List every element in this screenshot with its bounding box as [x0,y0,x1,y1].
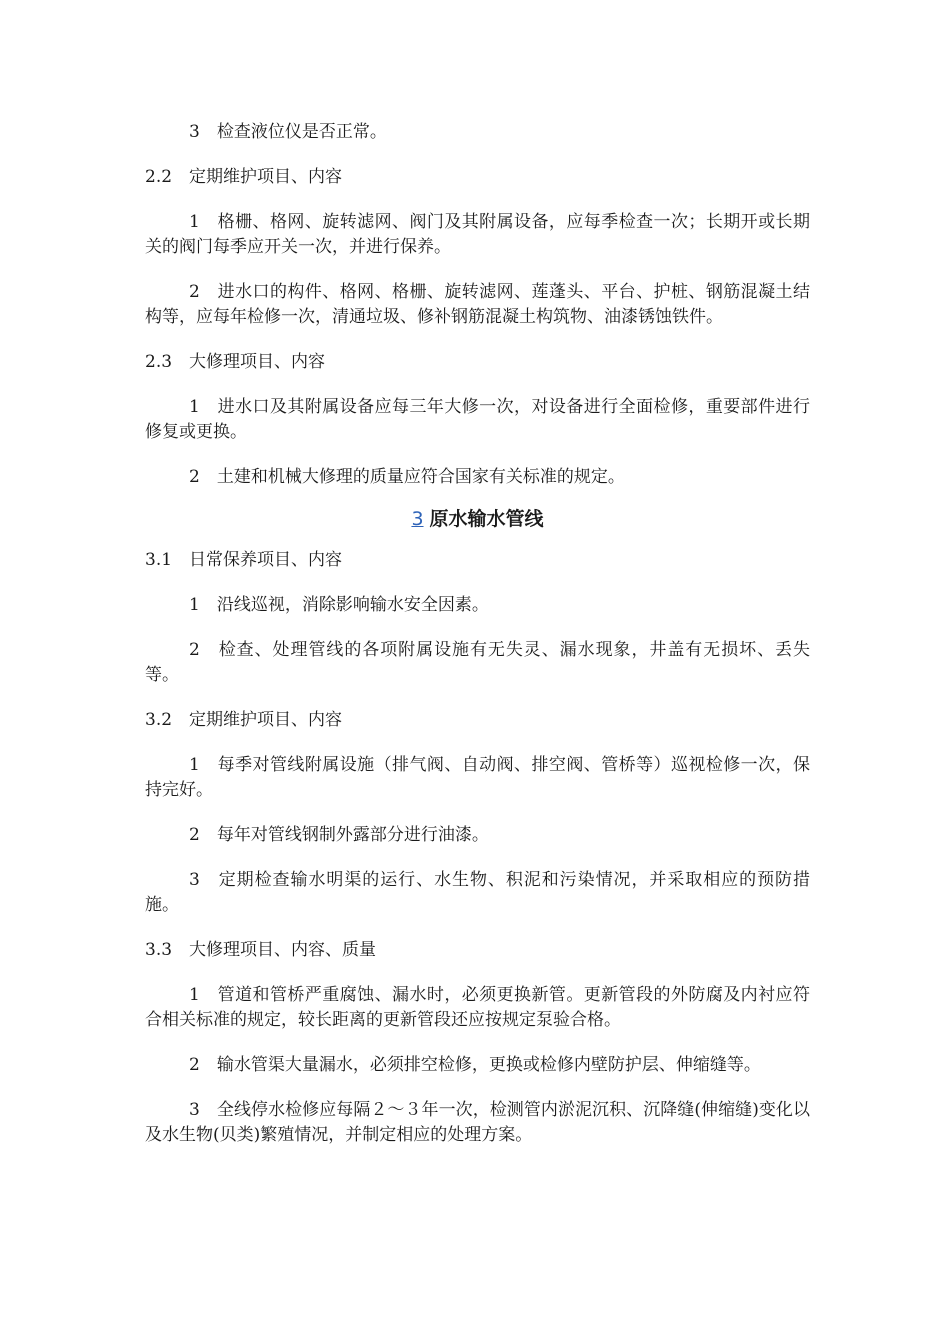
section-heading: 2.2 定期维护项目、内容 [145,167,343,187]
list-item: 2 进水口的构件、格网、格栅、旋转滤网、莲蓬头、平台、护桩、钢筋混凝土结构等，应每年检修一次，清通垃圾、修补钢筋混凝土构筑物、油漆锈蚀铁件。 [145,282,810,327]
list-item: 2 输水管渠大量漏水，必须排空检修，更换或检修内壁防护层、伸缩缝等。 [189,1055,761,1075]
list-item: 2 检查、处理管线的各项附属设施有无失灵、漏水现象，井盖有无损坏、丢失等。 [145,640,810,685]
section-heading: 3.3 大修理项目、内容、质量 [145,940,377,960]
list-item: 2 每年对管线钢制外露部分进行油漆。 [189,825,489,845]
section-heading: 2.3 大修理项目、内容 [145,352,326,372]
chapter-title-text: 原水输水管线 [429,508,544,530]
list-item: 1 进水口及其附属设备应每三年大修一次，对设备进行全面检修，重要部件进行修复或更换。 [145,397,810,442]
chapter-title [145,506,810,532]
section-heading: 3.1 日常保养项目、内容 [145,550,343,570]
list-item: 3 全线停水检修应每隔２～３年一次，检测管内淤泥沉积、沉降缝(伸缩缝)变化以及水生物(贝类)繁殖情况，并制定相应的处理方案。 [145,1100,810,1145]
section-heading: 3.2 定期维护项目、内容 [145,710,343,730]
document-page [145,120,810,1168]
list-item: 2 土建和机械大修理的质量应符合国家有关标准的规定。 [189,467,625,487]
list-item: 1 沿线巡视，消除影响输水安全因素。 [189,595,489,615]
list-item: 3 检查液位仪是否正常。 [189,122,387,142]
list-item: 1 格栅、格网、旋转滤网、阀门及其附属设备，应每季检查一次；长期开或长期关的阀门每季应开关一次，并进行保养。 [145,212,810,257]
list-item: 1 每季对管线附属设施（排气阀、自动阀、排空阀、管桥等）巡视检修一次，保持完好。 [145,755,810,800]
chapter-number-link[interactable]: 3 [411,508,424,530]
list-item: 1 管道和管桥严重腐蚀、漏水时，必须更换新管。更新管段的外防腐及内衬应符合相关标准的规定，较长距离的更新管段还应按规定泵验合格。 [145,985,810,1030]
list-item: 3 定期检查输水明渠的运行、水生物、积泥和污染情况，并采取相应的预防措施。 [145,870,810,915]
